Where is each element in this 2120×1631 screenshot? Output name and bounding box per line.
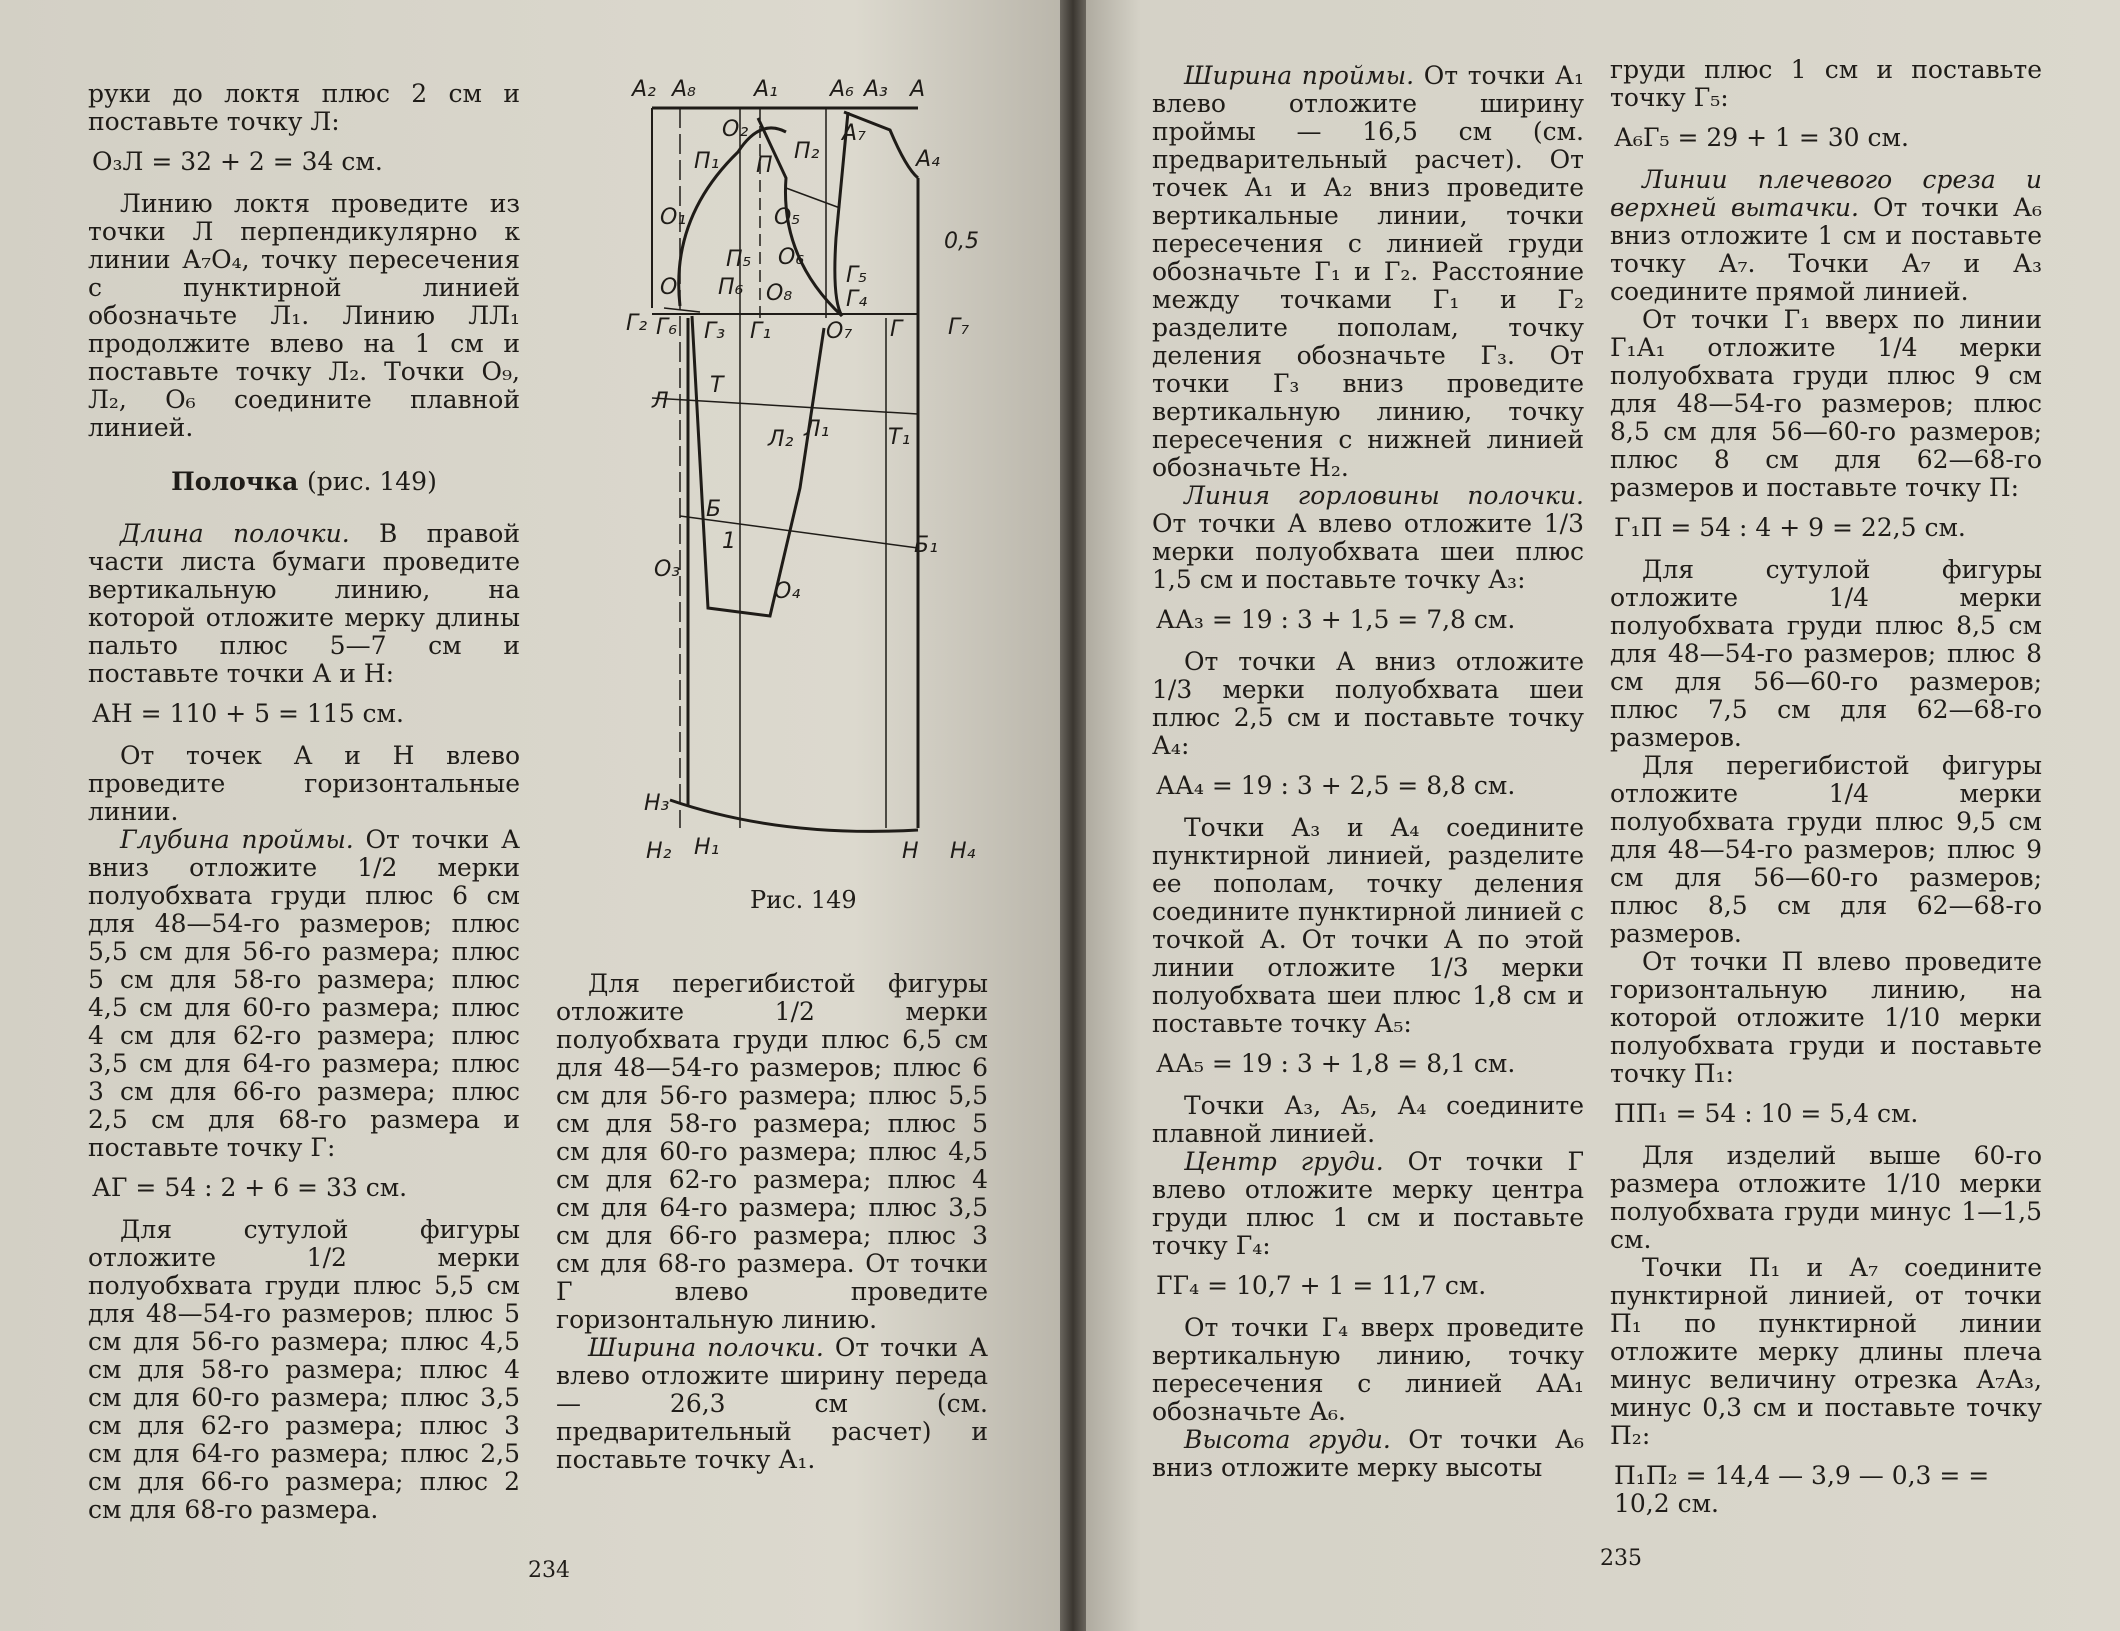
paragraph-text: От точки А влево отложите ширину переда — 26,3 см (см. предварительный расчет) и поставьте точку А₁. — [556, 1333, 988, 1474]
label-O7: О₇ — [826, 319, 853, 344]
paragraph-lead: Длина полочки. — [120, 519, 350, 548]
paragraph-lead: Глубина проймы. — [120, 825, 354, 854]
equation: АА₅ = 19 : 3 + 1,8 = 8,1 см. — [1156, 1049, 1516, 1078]
paragraph: От точки Г₄ вверх проведите вертикальную линию, точку пересечения с линией АА₁ обозначьте А₆. — [1152, 1313, 1584, 1426]
label-O3: О₃ — [654, 557, 681, 582]
paragraph — [1152, 1148, 1584, 1260]
paragraph-text: От точки А влево отложите 1/3 мерки полуобхвата шеи плюс 1,5 см и поставьте точку А₃: — [1152, 509, 1584, 594]
label-G5: Г₅ — [846, 263, 868, 288]
paragraph — [1152, 1426, 1584, 1482]
line-sleeve — [692, 316, 824, 616]
page-number-left: 234 — [528, 1558, 570, 1583]
line-waist — [652, 398, 918, 414]
figure-caption: Рис. 149 — [750, 886, 857, 914]
paragraph: От точки Г₁ вверх по линии Г₁А₁ отложите 1/4 мерки полуобхвата груди плюс 9 см для 48—54-го размеров; плюс 8,5 см для 56—60-го размеров; плюс 8 см для 62—68-го размеров и поставьте точку П: — [1610, 305, 2042, 502]
label-H2: Н₂ — [646, 839, 672, 864]
equation: АА₄ = 19 : 3 + 2,5 = 8,8 см. — [1156, 771, 1516, 800]
line-hem — [670, 800, 918, 831]
paragraph-text: В правой части листа бумаги проведите вертикальную линию, на которой отложите мерку длины пальто плюс 5—7 см и поставьте точки А и Н: — [88, 519, 520, 688]
equation: ПП₁ = 54 : 10 = 5,4 см. — [1614, 1099, 1919, 1128]
label-G6: Г₆ — [656, 315, 678, 340]
label-B: Б — [706, 497, 722, 522]
label-A4: А₄ — [916, 147, 940, 172]
label-P5: П₅ — [726, 247, 752, 272]
equation: Г₁П = 54 : 4 + 9 = 22,5 см. — [1614, 513, 1966, 542]
paragraph: От точки А вниз отложите 1/3 мерки полуобхвата шеи плюс 2,5 см и поставьте точку А₄: — [1152, 647, 1584, 760]
label-O: О — [660, 275, 678, 300]
paragraph-text: От точки Г влево отложите мерку центра груди плюс 1 см и поставьте точку Г₄: — [1152, 1147, 1584, 1260]
equation: АН = 110 + 5 = 115 см. — [92, 699, 404, 728]
label-H3: Н₃ — [644, 791, 670, 816]
paragraph: Точки П₁ и А₇ соедините пунктирной линией, от точки П₁ по пунктирной линии отложите мерку длины плеча минус величину отрезка А₇А₃, минус 0,3 см и поставьте точку П₂: — [1610, 1253, 2042, 1450]
paragraph: руки до локтя плюс 2 см и поставьте точку Л: — [88, 79, 520, 136]
paragraph: Линию локтя проведите из точки Л перпендикулярно к линии А₇О₄, точку пересечения с пунктирной линией обозначьте Л₁. Линию ЛЛ₁ продолжите влево на 1 см и поставьте точку Л₂. Точки О₉, Л₂, О₆ соедините плавной линией. — [88, 189, 520, 442]
paragraph: От точек А и Н влево проведите горизонтальные линии. — [88, 741, 520, 826]
paragraph: груди плюс 1 см и поставьте точку Г₅: — [1610, 55, 2042, 112]
paragraph — [1610, 166, 2042, 306]
section-heading — [88, 468, 520, 496]
label-P1: П₁ — [694, 149, 720, 174]
paragraph-lead: Центр груди. — [1184, 1147, 1384, 1176]
label-G3: Г₃ — [704, 319, 726, 344]
paragraph: Для сутулой фигуры отложите 1/4 мерки полуобхвата груди плюс 8,5 см для 48—54-го размеров; плюс 8 см для 56—60-го размеров; плюс 7,5 см для 62—68-го размеров. — [1610, 555, 2042, 752]
paragraph: От точки П влево проведите горизонтальную линию, на которой отложите 1/10 мерки полуобхвата груди и поставьте точку П₁: — [1610, 947, 2042, 1088]
paragraph-text: От точки А вниз отложите 1/2 мерки полуобхвата груди плюс 6 см для 48—54-го размеров; плюс 5,5 см для 56-го размера; плюс 5 см для 58-го размера; плюс 4,5 см для 60-го размера; плюс 4 см для 62-го размера; плюс 3,5 см для 64-го размера; плюс 3 см для 66-го размера; плюс 2,5 см для 68-го размера и поставьте точку Г: — [88, 825, 520, 1162]
equation: П₁П₂ = 14,4 — 3,9 — 0,3 = = 10,2 см. — [1614, 1461, 1990, 1518]
paragraph-text: От точки А₆ вниз отложите 1 см и поставьте точку А₇. Точки А₇ и А₃ соедините прямой линией. — [1610, 193, 2042, 306]
paragraph — [1152, 482, 1584, 594]
label-O8: О₈ — [766, 281, 793, 306]
label-H1: Н₁ — [694, 835, 720, 860]
label-A3: А₃ — [864, 77, 888, 102]
left-column-2 — [556, 970, 988, 1474]
equation: О₃Л = 32 + 2 = 34 см. — [92, 147, 383, 176]
page-number-right: 235 — [1600, 1546, 1642, 1571]
label-A2: А₂ — [632, 77, 656, 102]
equation: АГ = 54 : 2 + 6 = 33 см. — [92, 1173, 408, 1202]
line-G6 — [664, 308, 700, 312]
paragraph: Точки А₃ и А₄ соедините пунктирной линией, разделите ее пополам, точку деления соедините пунктирной линией с точкой А. От точки А по этой линии отложите 1/3 мерки полуобхвата шеи плюс 1,8 см и поставьте точку А₅: — [1152, 813, 1584, 1038]
label-0-5: 0,5 — [944, 229, 979, 254]
paragraph: Точки А₃, А₅, А₄ соедините плавной линией. — [1152, 1091, 1584, 1148]
paragraph: Для перегибистой фигуры отложите 1/4 мерки полуобхвата груди плюс 9,5 см для 48—54-го размеров; плюс 9 см для 56—60-го размеров; плюс 8,5 см для 62—68-го размеров. — [1610, 751, 2042, 948]
label-L2: Л₂ — [768, 427, 794, 452]
label-G7: Г₇ — [948, 315, 970, 340]
label-A7: А₇ — [842, 121, 866, 146]
paragraph: Для сутулой фигуры отложите 1/2 мерки полуобхвата груди плюс 5,5 см для 48—54-го размеров; плюс 5 см для 56-го размера; плюс 4,5 см для 58-го размера; плюс 4 см для 60-го размера; плюс 3,5 см для 62-го размера; плюс 3 см для 64-го размера; плюс 2,5 см для 66-го размера; плюс 2 см для 68-го размера. — [88, 1215, 520, 1524]
label-P2: П₂ — [794, 139, 820, 164]
label-O1: О₁ — [660, 205, 687, 230]
label-O6: О₆ — [778, 245, 805, 270]
paragraph — [88, 826, 520, 1162]
label-L1: Л₁ — [804, 417, 830, 442]
label-B1: Б₁ — [914, 533, 938, 558]
label-O2: О₂ — [722, 117, 749, 142]
label-A6: А₆ — [830, 77, 854, 102]
paragraph — [556, 1334, 988, 1474]
label-A1: А₁ — [754, 77, 778, 102]
equation: ГГ₄ = 10,7 + 1 = 11,7 см. — [1156, 1271, 1487, 1300]
paragraph — [1152, 62, 1584, 482]
paragraph-text: От точки А₁ влево отложите ширину проймы — 16,5 см (см. предварительный расчет). От точек А₁ и А₂ вниз проведите вертикальные линии, точки пересечения с линией груди обозначьте Г₁ и Г₂. Расстояние между точками Г₁ и Г₂ разделите пополам, точку деления обозначьте Г₃. От точки Г₃ вниз проведите вертикальную линию, точку пересечения с нижней линией обозначьте Н₂. — [1152, 61, 1584, 482]
label-H: Н — [902, 839, 919, 864]
label-L: Л — [652, 389, 669, 414]
paragraph: Для изделий выше 60-го размера отложите 1/10 мерки полуобхвата груди минус 1—1,5 см. — [1610, 1141, 2042, 1254]
left-column-1 — [88, 80, 520, 1524]
paragraph-lead: Ширина проймы. — [1184, 61, 1415, 90]
label-G: Г — [890, 317, 903, 342]
equation: АА₃ = 19 : 3 + 1,5 = 7,8 см. — [1156, 605, 1516, 634]
book-gutter — [1060, 0, 1086, 1631]
label-P6: П₆ — [718, 275, 744, 300]
label-1: 1 — [722, 529, 736, 554]
label-T: Т — [710, 373, 724, 398]
paragraph-lead: Ширина полочки. — [588, 1333, 824, 1362]
label-G1: Г₁ — [750, 319, 772, 344]
label-P: П — [756, 153, 773, 178]
paragraph: Для перегибистой фигуры отложите 1/2 мерки полуобхвата груди плюс 6,5 см для 48—54-го размеров; плюс 6 см для 56-го размера; плюс 5,5 см для 58-го размера; плюс 5 см для 60-го размера; плюс 4,5 см для 62-го размера; плюс 4 см для 64-го размера; плюс 3,5 см для 66-го размера; плюс 3 см для 68-го размера. От точки Г влево проведите горизонтальную линию. — [556, 969, 988, 1334]
label-T1: Т₁ — [888, 425, 911, 450]
label-G2: Г₂ — [626, 311, 648, 336]
heading-figure-ref: (рис. 149) — [307, 467, 437, 496]
paragraph-text: От точки А₆ вниз отложите мерку высоты — [1152, 1425, 1584, 1482]
paragraph — [88, 520, 520, 688]
label-O4: О₄ — [774, 579, 801, 604]
label-A8: А₈ — [672, 77, 696, 102]
label-A: А — [910, 77, 926, 102]
paragraph-lead: Линии плечевого среза и верхней вытачки. — [1610, 165, 2042, 222]
equation: А₆Г₅ = 29 + 1 = 30 см. — [1614, 123, 1909, 152]
heading-bold: Полочка — [171, 467, 299, 496]
label-O5: О₅ — [774, 205, 801, 230]
right-column-1 — [1152, 62, 1584, 1482]
paragraph-lead: Высота груди. — [1184, 1425, 1391, 1454]
label-G4: Г₄ — [846, 287, 868, 312]
paragraph-lead: Линия горловины полочки. — [1184, 481, 1584, 510]
label-H4: Н₄ — [950, 839, 976, 864]
right-column-2 — [1610, 56, 2042, 1532]
pattern-drawing-figure — [610, 68, 1010, 878]
